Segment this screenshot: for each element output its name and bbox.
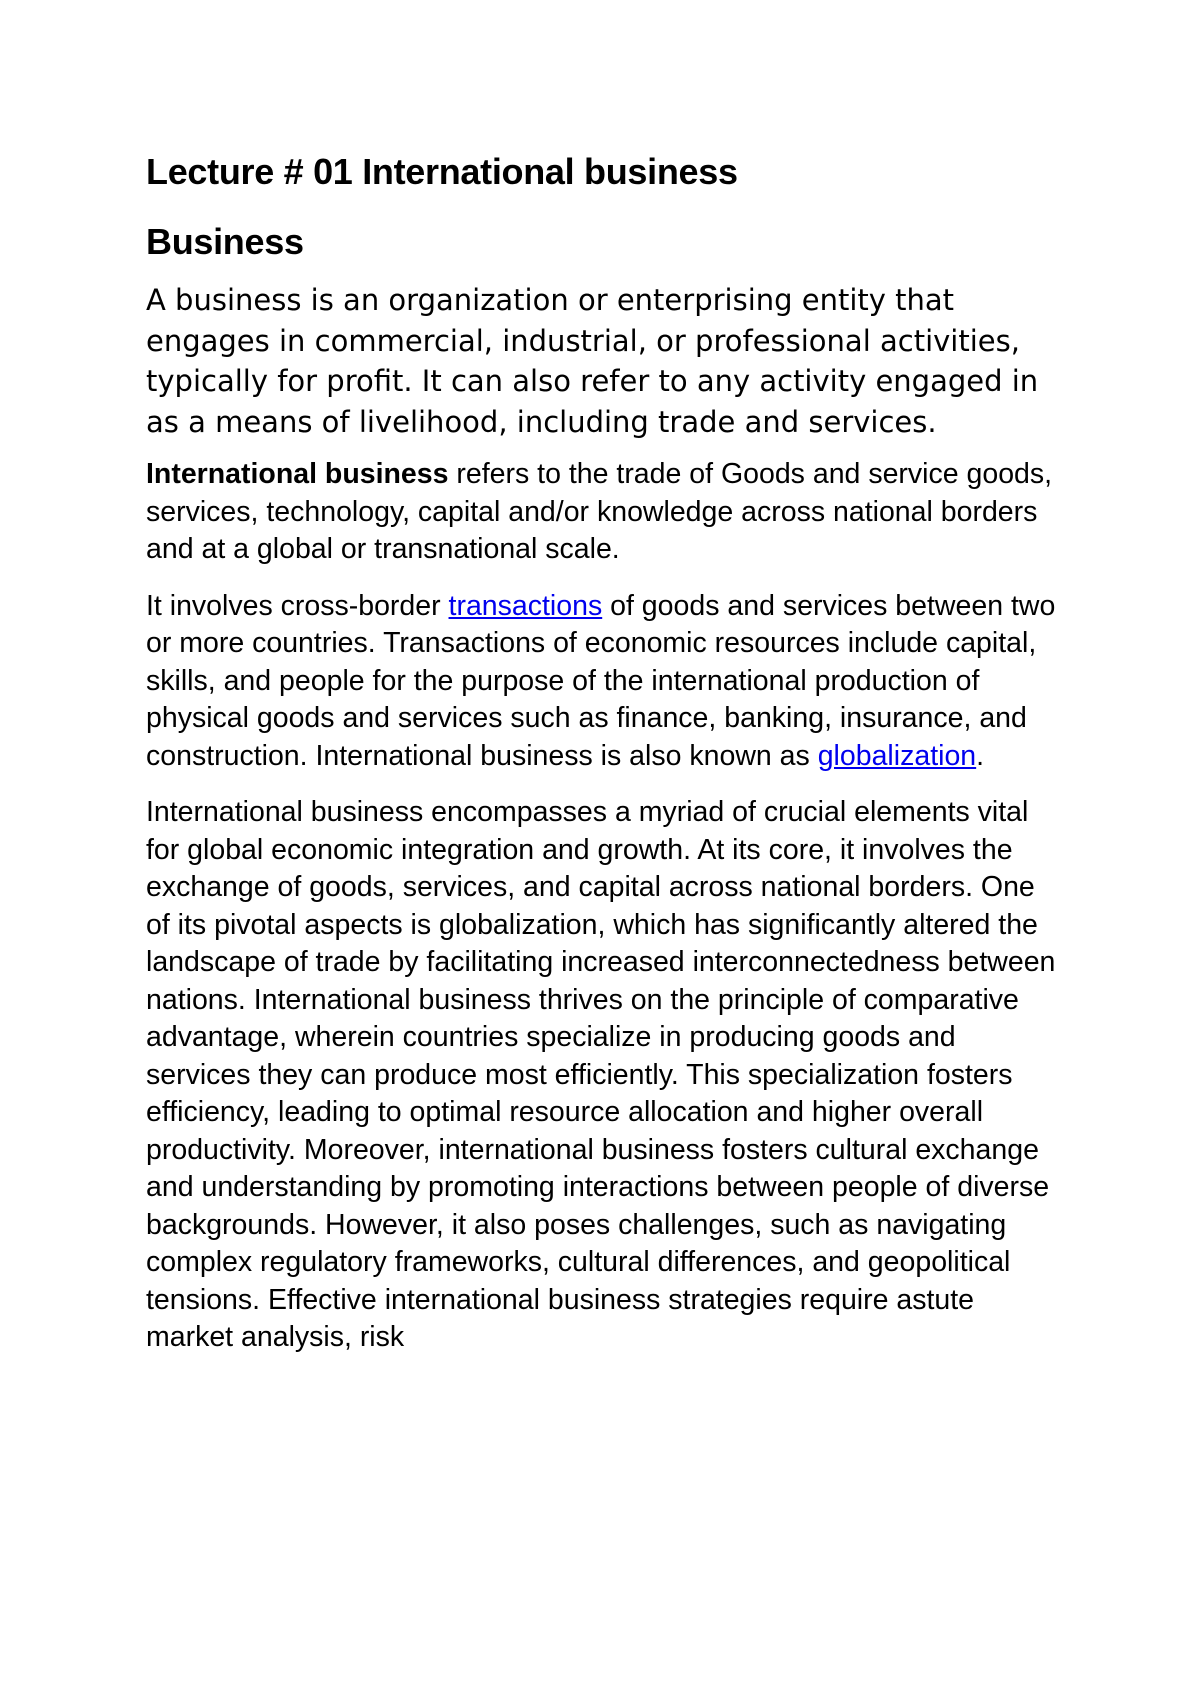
globalization-link[interactable]: globalization (817, 739, 977, 772)
involves-text-2: of goods and services between two or more countries. Transactions of economic resources include capital, skills, and people for the purpose of the international production of physical goods and services such as finance, banking, insurance, and construction. International business is also known as (146, 589, 1056, 772)
cross-border-paragraph (146, 588, 1066, 776)
section-heading-business: Business (146, 221, 304, 262)
document-body (146, 150, 1066, 1376)
encompasses-paragraph: International business encompasses a myriad of crucial elements vital for global economic integration and growth. At its core, it involves the exchange of goods, services, and capital across national borders. One of its pivotal aspects is globalization, which has significantly altered the landscape of trade by facilitating increased interconnectedness between nations. International business thrives on the principle of comparative advantage, wherein countries specialize in producing goods and services they can produce most efficiently. This specialization fosters efficiency, leading to optimal resource allocation and higher overall productivity. Moreover, international business fosters cultural exchange and understanding by promoting interactions between people of diverse backgrounds. However, it also poses challenges, such as navigating complex regulatory frameworks, cultural differences, and geopolitical tensions. Effective international business strategies require astute market analysis, risk (146, 796, 1056, 1353)
involves-text-3: . (976, 739, 985, 772)
definition-term: International business (146, 458, 449, 490)
lecture-title: Lecture # 01 International business (146, 151, 738, 192)
definition-text: refers to the trade of Goods and service goods, services, technology, capital and/or knowledge across national borders and at a global or transnational scale. (146, 458, 1053, 565)
involves-text-1: It involves cross-border (146, 589, 449, 622)
business-definition-paragraph: A business is an organization or enterprising entity that engages in commercial, industrial, or professional activities, typically for profit. It can also refer to any activity engaged in as a means of livelihood, including trade and services. (146, 283, 1039, 439)
international-business-definition-paragraph (146, 456, 1066, 569)
transactions-link[interactable]: transactions (448, 589, 603, 622)
